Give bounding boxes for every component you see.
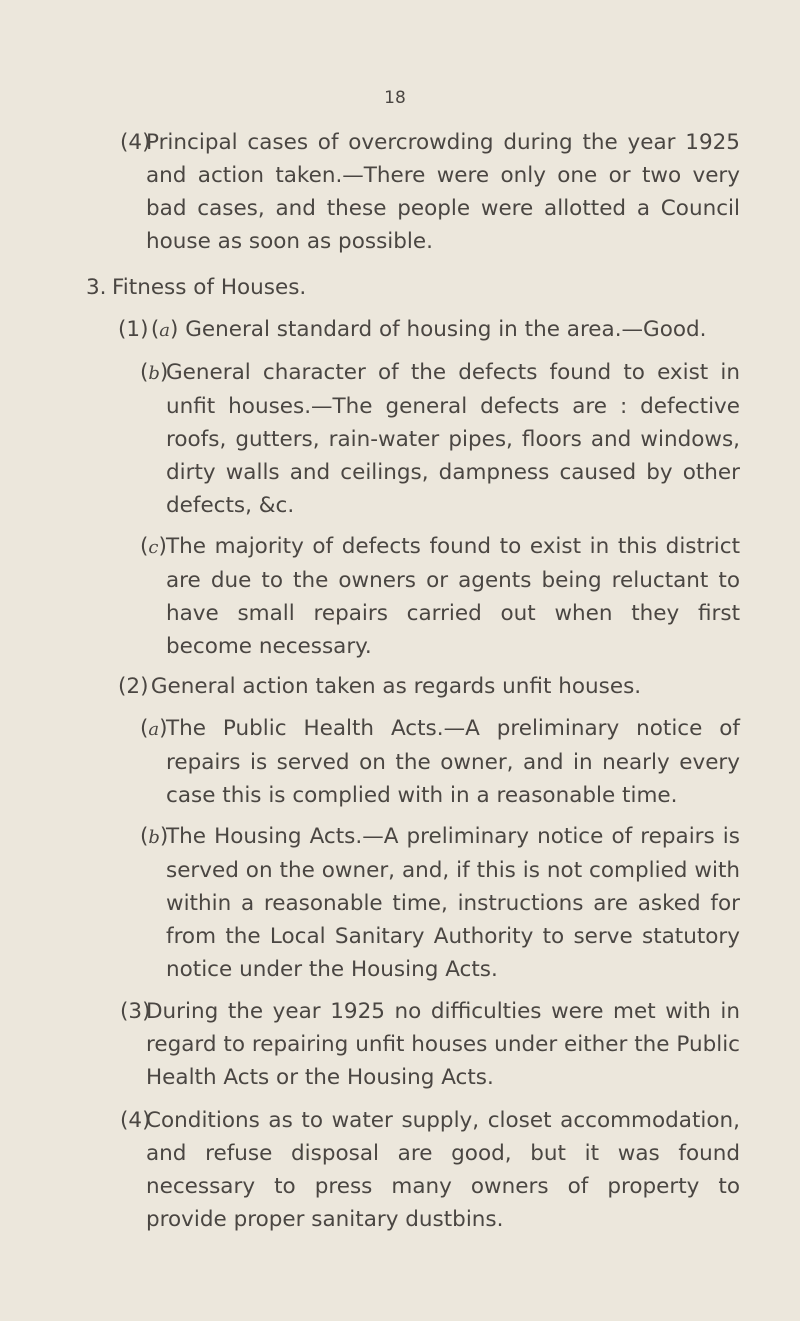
page-number: 18 xyxy=(384,88,406,108)
paragraph-2 xyxy=(118,670,740,703)
paragraph-text: The Public Health Acts.—A preliminary notice of repairs is served on the owner, and in nearly every case this is complied with in a reasonable time. xyxy=(166,716,740,808)
paragraph-2b xyxy=(140,820,740,986)
sub-marker-wrap: (b) xyxy=(140,824,169,849)
paragraph-1a: (1) (a) General standard of housing in the area.—Good. xyxy=(118,313,740,347)
paragraph-text: The Housing Acts.—A preliminary notice of repairs is served on the owner, and, if this is not complied with within a reasonable time, instructions are asked for from the Local Sanitary Authority to serve statutory notice under the Housing Acts. xyxy=(166,824,740,982)
paragraph-2a xyxy=(140,712,740,812)
sub-marker: c xyxy=(148,537,159,558)
paragraph-marker: (4) xyxy=(120,130,151,155)
paragraph-text: General standard of housing in the area.—Good. xyxy=(185,317,707,342)
paragraph-overcrowding xyxy=(120,126,740,258)
sub-marker-wrap: (c) xyxy=(140,534,167,559)
sub-marker: b xyxy=(148,827,160,848)
sub-marker: a xyxy=(159,320,170,341)
paragraph-marker: (3) xyxy=(120,999,151,1024)
section-title: Fitness of Houses. xyxy=(112,275,307,300)
sub-marker: b xyxy=(148,363,160,384)
paragraph-marker: (1) xyxy=(118,317,149,342)
paragraph-text: During the year 1925 no difficulties were met with in regard to repairing unfit houses under either the Public Health Acts or the Housing Acts. xyxy=(146,999,740,1090)
paragraph-text: Conditions as to water supply, closet accommodation, and refuse disposal are good, but it was found necessary to press many owners of property to provide proper sanitary dustbins. xyxy=(146,1108,740,1232)
paragraph-1b xyxy=(140,356,740,522)
section-number: 3. xyxy=(86,275,107,300)
paragraph-text: General action taken as regards unfit houses. xyxy=(150,674,642,699)
paragraph-text: General character of the defects found to exist in unfit houses.—The general defects are : defective roofs, gutters, rain-water pipes, floors and windows, dirty walls and ceilings, dampness caused by other defects, &c. xyxy=(166,360,740,518)
section-heading-fitness xyxy=(86,271,740,304)
paragraph-text: The majority of defects found to exist in this district are due to the owners or agents being reluctant to have small repairs carried out when they first become necessary. xyxy=(166,534,740,659)
paragraph-conditions xyxy=(120,1104,740,1236)
paragraph-text: Principal cases of overcrowding during the year 1925 and action taken.—There were only one or two very bad cases, and these people were allotted a Council house as soon as possible. xyxy=(146,130,740,254)
paragraph-marker: (2) xyxy=(118,674,149,699)
paragraph-marker: (4) xyxy=(120,1108,151,1133)
sub-marker: a xyxy=(148,719,160,740)
paragraph-1c xyxy=(140,530,740,663)
sub-marker-wrap: (b) xyxy=(140,360,169,385)
sub-marker-wrap: (a) xyxy=(140,716,168,741)
paragraph-3 xyxy=(120,995,740,1094)
